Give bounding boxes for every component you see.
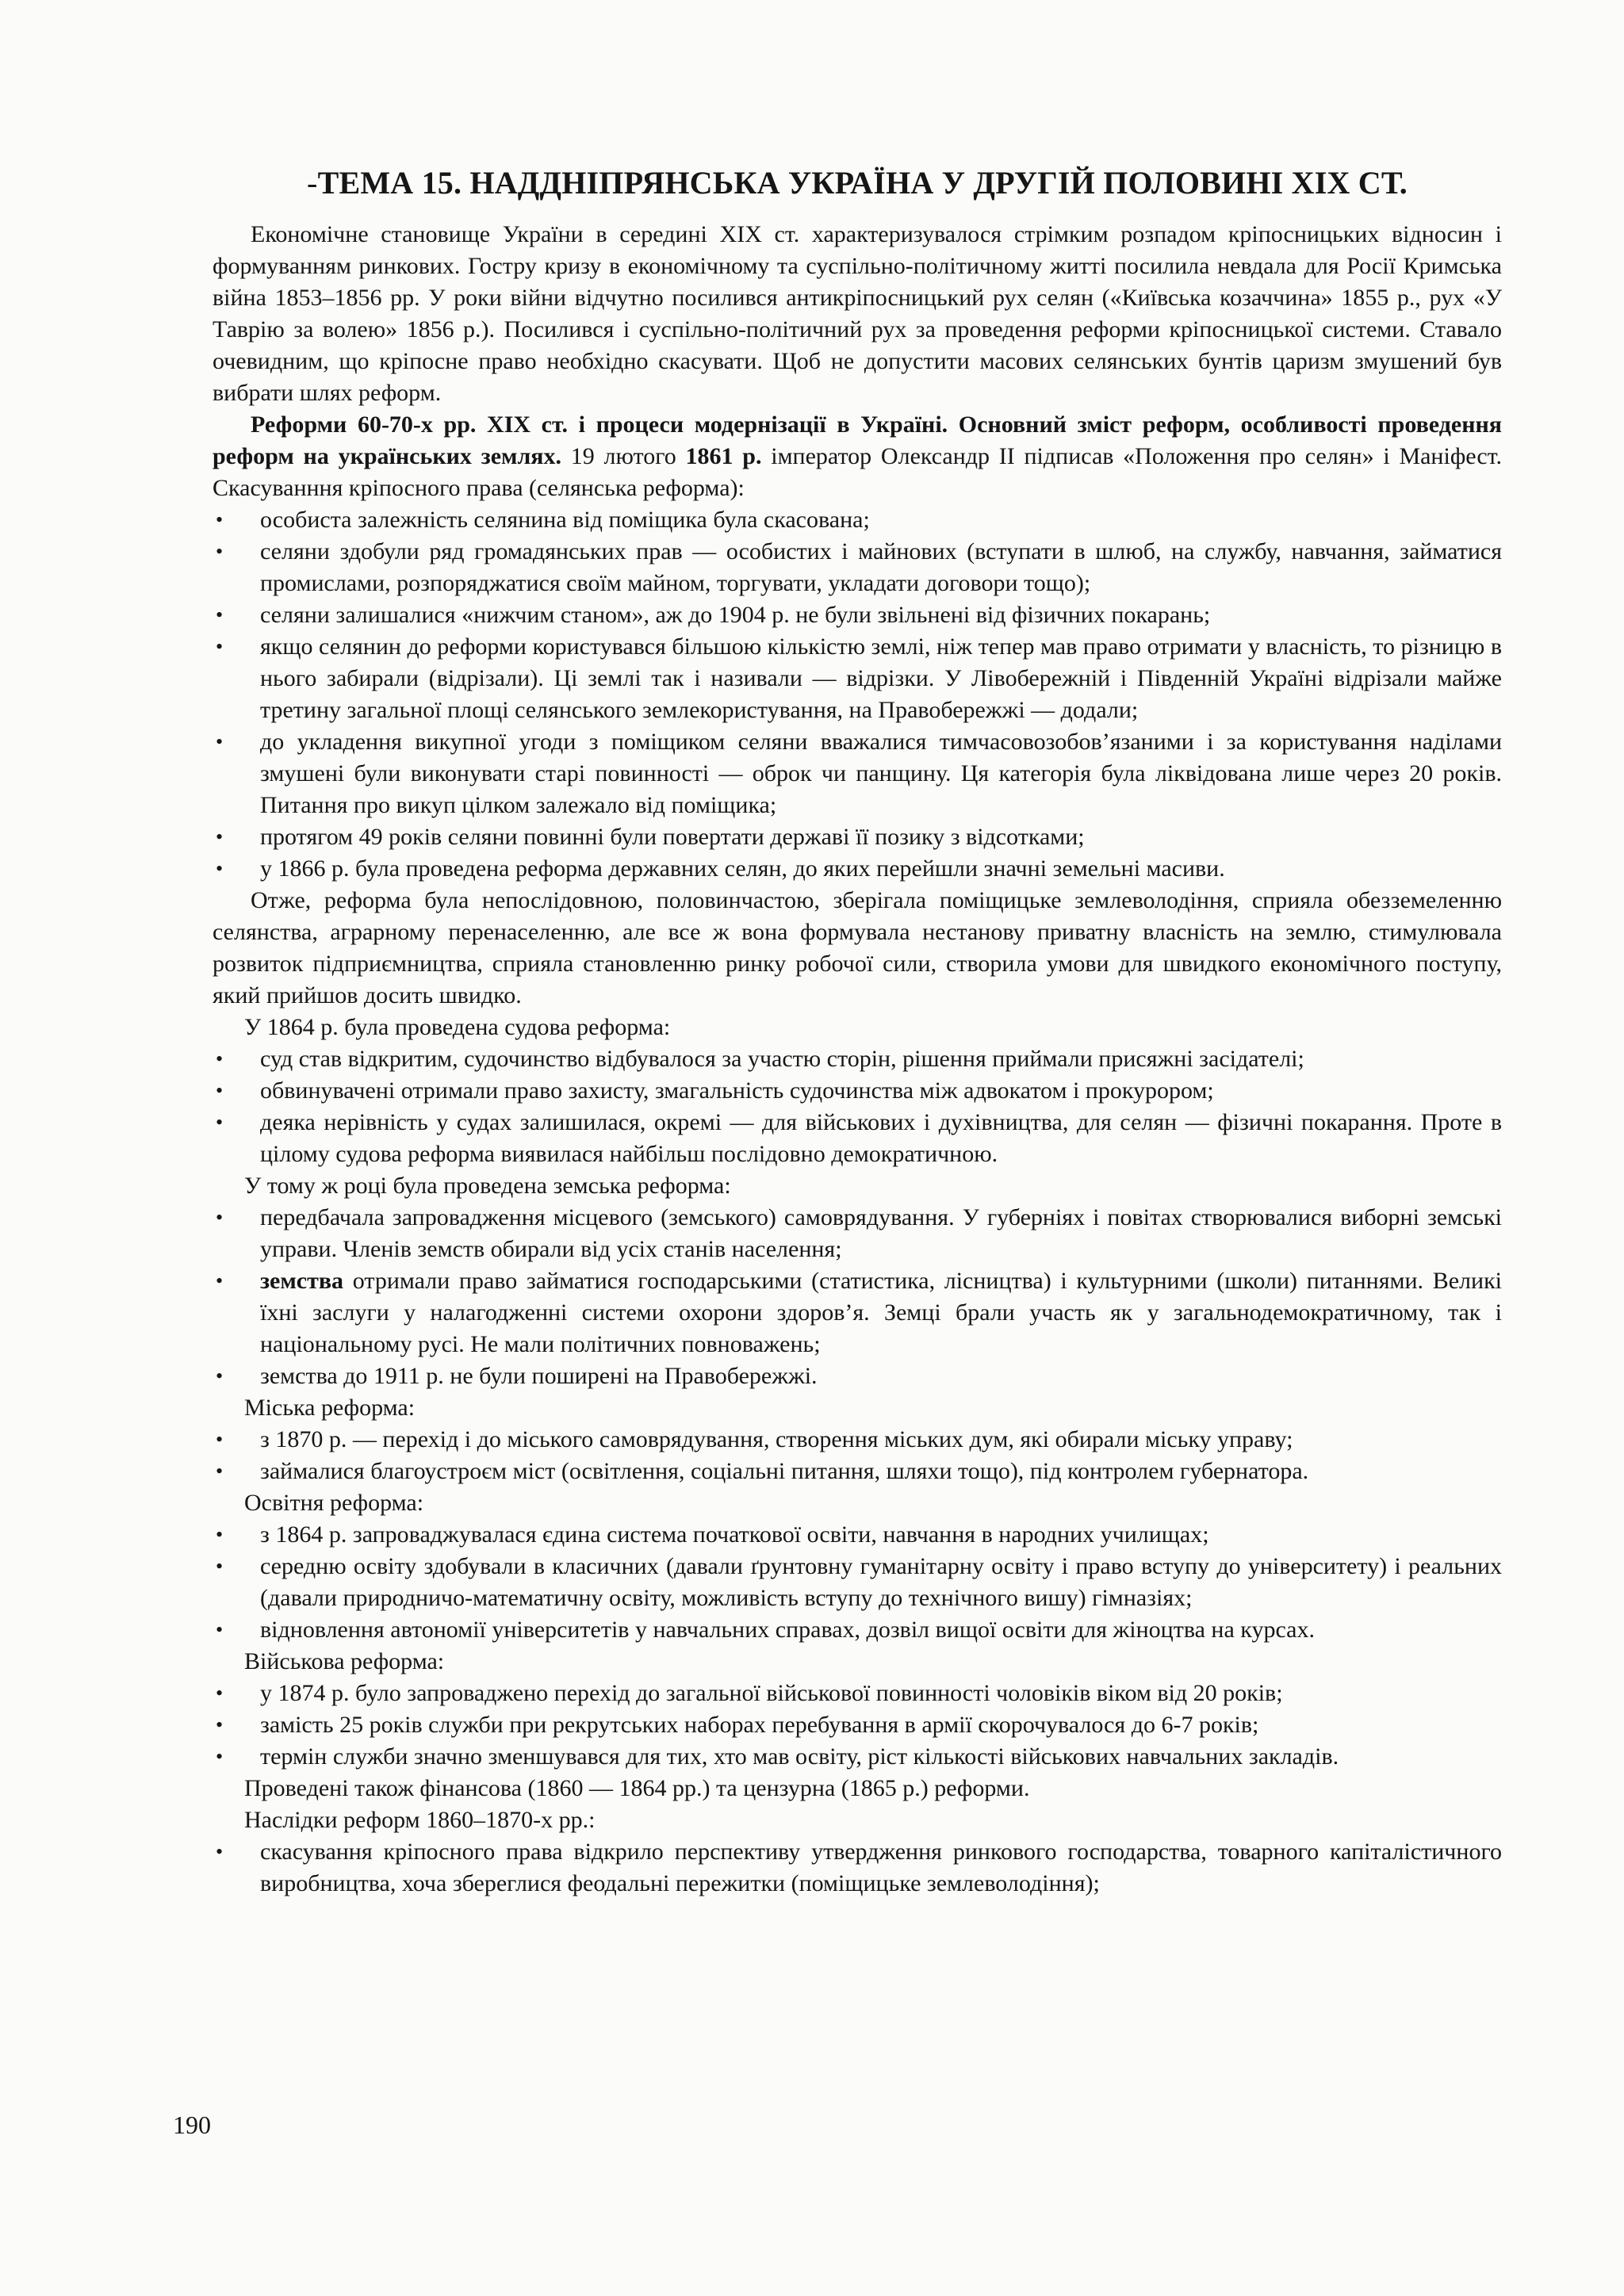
city-reform-intro: Міська реформа: — [244, 1395, 416, 1421]
court-reform-list — [213, 1043, 1502, 1170]
list-item: • до укладення викупної угоди з поміщиком селяни вважалися тимчасовозобов’язаними і за користування наділами змушені були виконувати старі повинності — оброк чи панщину. Ця категорія була ліквідована лише через 20 років. Питання про викуп цілком залежало від поміщика; — [213, 726, 1502, 821]
results-list — [213, 1836, 1502, 1900]
military-reform-list — [213, 1678, 1502, 1773]
list-item: • термін служби значно зменшувався для тих, хто мав освіту, ріст кількості військових навчальних закладів. — [213, 1741, 1502, 1773]
reforms-paragraph — [213, 409, 1502, 504]
zemstvo-reform-intro: У тому ж році була проведена земська реформа: — [244, 1173, 731, 1199]
reforms-heading: Реформи 60-70-х рр. XIX ст. і процеси модернізації в Україні. Основний зміст реформ, особливості проведення реформ на українських землях. — [213, 411, 1502, 469]
reforms-year: 1861 р. — [685, 443, 762, 469]
list-item: • у 1874 р. було запроваджено перехід до загальної військової повинності чоловіків віком від 20 років; — [213, 1678, 1502, 1709]
intro-paragraph: Економічне становище України в середині XIX ст. характеризувалося стрімким розпадом кріпосницьких відносин і формуванням ринкових. Гостру кризу в економічному та суспільно-політичному житті посилила невдала для Росії Кримська війна 1853–1856 рр. У роки війни відчутно посилився антикріпосницький рух селян («Київська козаччина» 1855 р., рух «У Таврію за волею» 1856 р.). Посилився і суспільно-політичний рух за проведення реформи кріпосницької системи. Ставало очевидним, що кріпосне право необхідно скасувати. Щоб не допустити масових селянських бунтів царизм змушений був вибрати шлях реформ. — [213, 221, 1502, 406]
page-content — [213, 163, 1502, 1900]
education-reform-intro: Освітня реформа: — [244, 1490, 424, 1516]
list-item: • особиста залежність селянина від поміщика була скасована; — [213, 504, 1502, 536]
list-item: • селяни здобули ряд громадянських прав — особистих і майнових (вступати в шлюб, на службу, навчання, займатися промислами, розпоряджатися своїм майном, торгувати, укладати договори тощо); — [213, 536, 1502, 599]
peasant-summary: Отже, реформа була непослідовною, половинчастою, зберігала поміщицьке землеволодіння, сприяла обезземеленню селянства, аграрному перенаселенню, але все ж вона формувала нестанову приватну власність на землю, стимулювала розвиток підприємництва, сприяла становленню ринку робочої сили, створила умови для швидкого економічного поступу, який прийшов досить швидко. — [213, 887, 1502, 1008]
list-item: • замість 25 років служби при рекрутських наборах перебування в армії скорочувалося до 6-7 років; — [213, 1709, 1502, 1741]
reforms-text-1: 19 лютого — [561, 443, 686, 469]
list-item: • займалися благоустроєм міст (освітлення, соціальні питання, шляхи тощо), під контролем губернатора. — [213, 1456, 1502, 1487]
zemstvo-term: земства — [260, 1268, 344, 1294]
page-title — [213, 163, 1502, 203]
list-item: • з 1864 р. запроваджувалася єдина система початкової освіти, навчання в народних училищах; — [213, 1519, 1502, 1551]
list-item: • суд став відкритим, судочинство відбувалося за участю сторін, рішення приймали присяжні засідателі; — [213, 1043, 1502, 1075]
title-text: ТЕМА 15. НАДДНІПРЯНСЬКА УКРАЇНА У ДРУГІЙ ПОЛОВИНІ XIX СТ. — [317, 165, 1408, 201]
finance-censorship-text: Проведені також фінансова (1860 — 1864 рр.) та цензурна (1865 р.) реформи. — [244, 1775, 1030, 1801]
court-reform-intro: У 1864 р. була проведена судова реформа: — [244, 1014, 671, 1040]
military-reform-intro: Військова реформа: — [244, 1648, 445, 1674]
results-intro: Наслідки реформ 1860–1870-х рр.: — [244, 1807, 596, 1833]
list-item: • скасування кріпосного права відкрило перспективу утвердження ринкового господарства, товарного капіталістичного виробництва, хоча збереглися феодальні пережитки (поміщицьке землеволодіння); — [213, 1836, 1502, 1900]
peasant-reform-list — [213, 504, 1502, 885]
list-item: • з 1870 р. — перехід і до міського самоврядування, створення міських дум, які обирали міську управу; — [213, 1424, 1502, 1456]
list-item: • якщо селянин до реформи користувався більшою кількістю землі, ніж тепер мав право отримати у власність, то різницю в нього забирали (відрізали). Ці землі так і називали — відрізки. У Лівобережній і Південній Україні відрізали майже третину загальної площі селянського землекористування, на Правобережжі — додали; — [213, 631, 1502, 726]
list-item: • у 1866 р. була проведена реформа державних селян, до яких перейшли значні земельні масиви. — [213, 853, 1502, 885]
list-item: • селяни залишалися «нижчим станом», аж до 1904 р. не були звільнені від фізичних покарань; — [213, 599, 1502, 631]
title-dash: - — [307, 165, 318, 201]
zemstvo-item-text: отримали право займатися господарськими (статистика, лісництва) і культурними (школи) питаннями. Великі їхні заслуги у налагодженні системи охорони здоров’я. Земці брали участь як у загальнодемократичному, так і національному русі. Не мали політичних повноважень; — [260, 1268, 1502, 1357]
city-reform-list — [213, 1424, 1502, 1487]
education-reform-list — [213, 1519, 1502, 1646]
list-item: • передбачала запровадження місцевого (земського) самоврядування. У губерніях і повітах створювалися виборні земські управи. Членів земств обирали від усіх станів населення; — [213, 1202, 1502, 1265]
list-item: • деяка нерівність у судах залишилася, окремі — для військових і духівництва, для селян — фізичні покарання. Проте в цілому судова реформа виявилася найбільш послідовно демократичною. — [213, 1107, 1502, 1170]
page-number: 190 — [173, 2110, 211, 2139]
list-item: • середню освіту здобували в класичних (давали ґрунтовну гуманітарну освіту і право вступу до університету) і реальних (давали природничо-математичну освіту, можливість вступу до технічного вишу) гімназіях; — [213, 1551, 1502, 1614]
zemstvo-reform-list — [213, 1202, 1502, 1392]
list-item: • протягом 49 років селяни повинні були повертати державі її позику з відсотками; — [213, 821, 1502, 853]
list-item: • земства до 1911 р. не були поширені на Правобережжі. — [213, 1360, 1502, 1392]
list-item: • відновлення автономії університетів у навчальних справах, дозвіл вищої освіти для жіноцтва на курсах. — [213, 1614, 1502, 1646]
reforms-text-2: імператор Олександр II підписав «Положення про селян» і Маніфест. Скасуванння кріпосного права (селянська реформа): — [213, 443, 1502, 501]
list-item — [213, 1265, 1502, 1360]
list-item: • обвинувачені отримали право захисту, змагальність судочинства між адвокатом і прокурором; — [213, 1075, 1502, 1107]
